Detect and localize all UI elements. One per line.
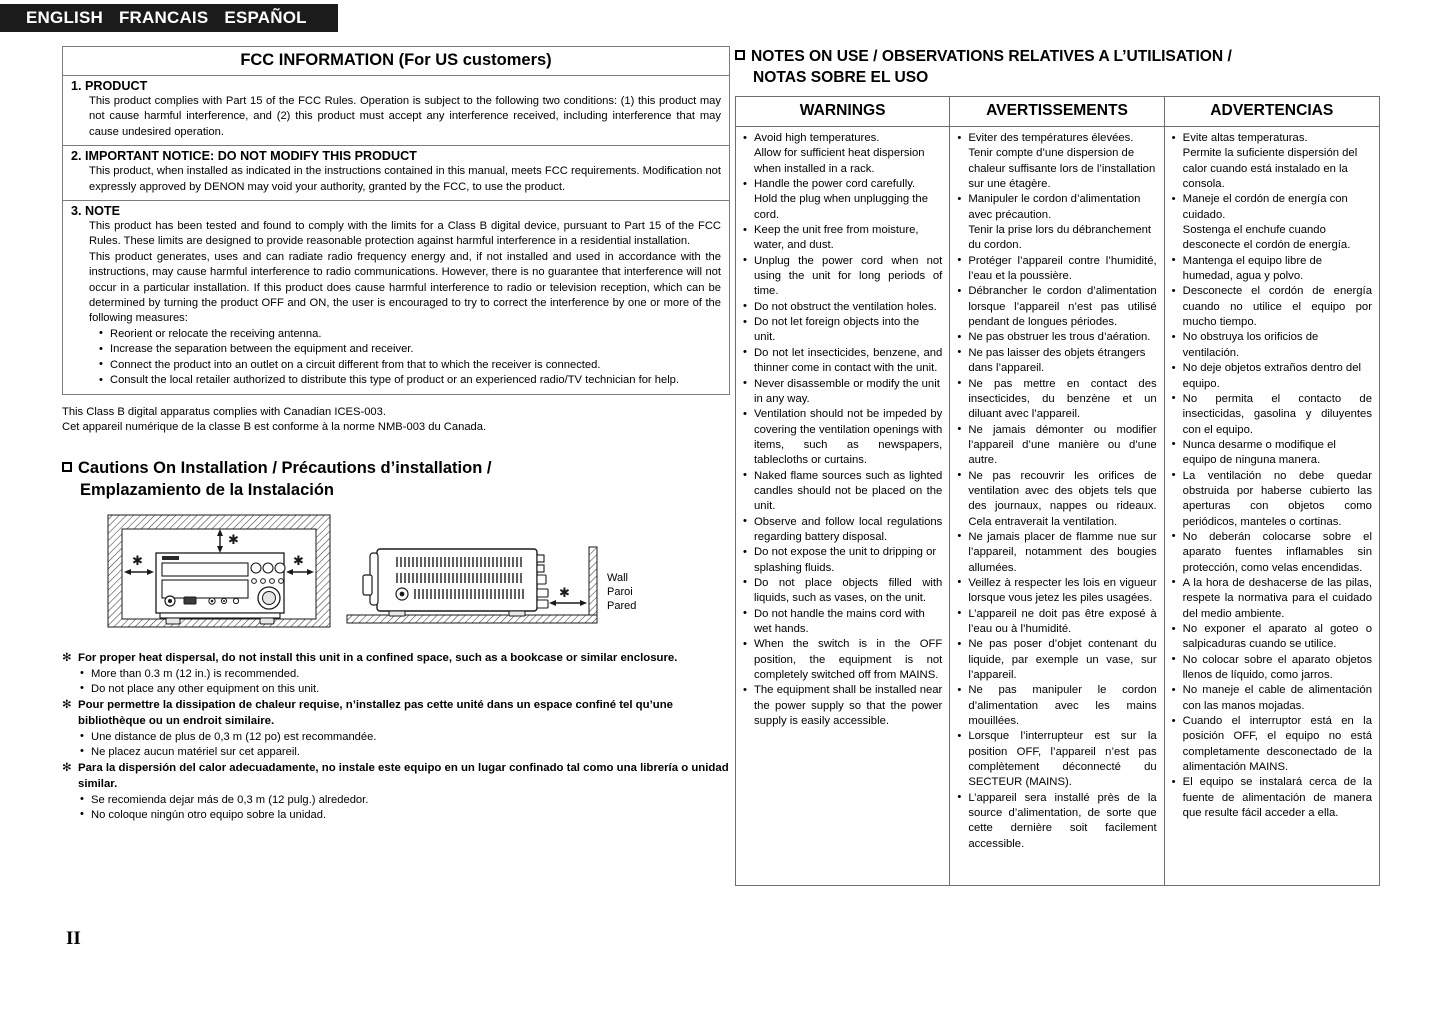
language-bar [0, 4, 338, 32]
list-item: • Une distance de plus de 0,3 m (12 po) est recommandée. [80, 730, 730, 745]
list-item: • L’appareil sera installé près de la source d’alimentation, de sorte que cette dernière soit facilement accessible. [957, 791, 1156, 852]
list-item: • Connect the product into an outlet on a circuit different from that to which the receiver is connected. [99, 358, 721, 373]
language-english: ENGLISH [26, 8, 103, 27]
list-item: • No deberán colocarse sobre el aparato fuentes inflamables sin protección, como velas encendidas. [1172, 530, 1372, 576]
list-item: • Ne placez aucun matériel sur cet appareil. [80, 745, 730, 760]
list-item: • No maneje el cable de alimentación con las manos mojadas. [1172, 683, 1372, 714]
cautions-heading-line2: Emplazamiento de la Instalación [80, 480, 334, 499]
language-espanol: ESPAÑOL [224, 8, 307, 27]
list-item: • Observe and follow local regulations regarding battery disposal. [743, 515, 942, 546]
fcc-section [63, 76, 729, 146]
svg-text:✱: ✱ [132, 552, 143, 568]
notes-column-header: ADVERTENCIAS [1165, 97, 1379, 127]
svg-text:✱: ✱ [559, 584, 570, 600]
notes-column [1165, 97, 1379, 885]
list-item: • Do not expose the unit to dripping or splashing fluids. [743, 545, 942, 576]
list-item: • Do not let insecticides, benzene, and thinner come in contact with the unit. [743, 346, 942, 377]
front-view-diagram [104, 509, 334, 629]
fcc-section-paragraph: This product has been tested and found to comply with the limits for a Class B digital device, pursuant to Part 15 of the FCC Rules. These limits are designed to provide reasonable protection against harmful interference in a residential installation. [89, 220, 721, 248]
fcc-section-heading: 3. NOTE [71, 204, 120, 219]
list-item: • No deje objetos extraños dentro del equipo. [1172, 361, 1372, 392]
language-francais: FRANCAIS [118, 8, 209, 27]
fcc-section-paragraph: This product complies with Part 15 of the FCC Rules. Operation is subject to the following two conditions: (1) this product may not cause harmful interference, and (2) this product must accept any interference received, including interference that may cause undesired operation. [89, 95, 721, 138]
list-item: • Ne jamais placer de flamme nue sur l’appareil, notamment des bougies allumées. [957, 530, 1156, 576]
fcc-section [63, 201, 729, 393]
list-item: • When the switch is in the OFF position, the equipment is not completely switched off from MAINS. [743, 637, 942, 683]
list-item: • Do not handle the mains cord with wet hands. [743, 607, 942, 638]
star-note-sublist [80, 730, 730, 761]
list-item: • Do not place any other equipment on this unit. [80, 682, 730, 697]
installation-star-notes [62, 651, 730, 823]
wall-label-fr: Paroi [607, 585, 633, 598]
list-item: • Do not obstruct the ventilation holes. [743, 300, 942, 315]
fcc-section-heading: 1. PRODUCT [71, 79, 148, 93]
star-note-sublist [80, 667, 730, 698]
list-item-line: Allow for sufficient heat dispersion when installed in a rack. [754, 147, 925, 175]
list-item: • Ne pas mettre en contact des insecticides, du benzène et un diluant avec l’appareil. [957, 377, 1156, 423]
fcc-bullet-list [99, 327, 721, 389]
right-column [735, 46, 1380, 886]
page-number: II [66, 928, 81, 949]
star-note-sublist [80, 793, 730, 824]
list-item: • No colocar sobre el aparato objetos llenos de líquido, como jarros. [1172, 653, 1372, 684]
list-item: • Protéger l’appareil contre l’humidité, l’eau et la poussière. [957, 254, 1156, 285]
notes-column-header: WARNINGS [736, 97, 949, 127]
list-item-line: Manipuler le cordon d’alimentation avec précaution. [968, 193, 1141, 221]
cautions-heading [62, 457, 730, 501]
star-note: ✻ For proper heat dispersal, do not install this unit in a confined space, such as a bookcase or similar enclosure. [62, 651, 730, 667]
fcc-sections [63, 76, 729, 394]
list-item [743, 131, 942, 177]
list-item: • Mantenga el equipo libre de humedad, agua y polvo. [1172, 254, 1372, 285]
list-item: • Unplug the power cord when not using the unit for long periods of time. [743, 254, 942, 300]
list-item: • No permita el contacto de insecticidas, gasolina y diluyentes con el equipo. [1172, 392, 1372, 438]
list-item: • Se recomienda dejar más de 0,3 m (12 pulg.) alrededor. [80, 793, 730, 808]
list-item: • A la hora de deshacerse de las pilas, respete la normativa para el cuidado del medio ambiente. [1172, 576, 1372, 622]
list-item [1172, 192, 1372, 253]
list-item: • Débrancher le cordon d’alimentation lorsque l’appareil n’est pas utilisé pendant de longues périodes. [957, 284, 1156, 330]
fcc-section-paragraph: This product generates, uses and can radiate radio frequency energy and, if not installed and used in accordance with the instructions, may cause harmful interference to radio communications. However, there is no guarantee that interference will not occur in a particular installation. If this product does cause harmful interference to radio or television reception, which can be determined by turning the product OFF and ON, the user is encouraged to try to correct the interference by one or more of the following measures: [89, 250, 721, 325]
list-item: • Ne pas manipuler le cordon d’alimentation avec les mains mouillées. [957, 683, 1156, 729]
list-item: • Ne jamais démonter ou modifier l’appareil d’une manière ou d’une autre. [957, 423, 1156, 469]
svg-text:✱: ✱ [228, 531, 239, 547]
ices-french: Cet appareil numérique de la classe B est conforme à la norme NMB-003 du Canada. [62, 420, 487, 433]
list-item: • Ne pas poser d’objet contenant du liquide, par exemple un vase, sur l’appareil. [957, 637, 1156, 683]
notes-column-header: AVERTISSEMENTS [950, 97, 1163, 127]
square-bullet-icon [735, 50, 745, 60]
wall-label-en: Wall [607, 571, 628, 584]
list-item [957, 192, 1156, 253]
list-item: • More than 0.3 m (12 in.) is recommended. [80, 667, 730, 682]
fcc-section-paragraph: This product, when installed as indicated in the instructions contained in this manual, meets FCC requirements. Modification not expressly approved by DENON may void your authority, granted by the FCC, to use the product. [89, 165, 721, 193]
svg-text:✱: ✱ [293, 552, 304, 568]
list-item: • Cuando el interruptor está en la posición OFF, el equipo no está completamente desconectado de la alimentación MAINS. [1172, 714, 1372, 775]
list-item: • Keep the unit free from moisture, water, and dust. [743, 223, 942, 254]
list-item: • Desconecte el cordón de energía cuando no utilice el equipo por mucho tiempo. [1172, 284, 1372, 330]
fcc-section [63, 146, 729, 201]
list-item: • Never disassemble or modify the unit in any way. [743, 377, 942, 408]
list-item [743, 177, 942, 223]
list-item-line: Sostenga el enchufe cuando desconecte el cordón de energía. [1182, 224, 1351, 252]
list-item: • L’appareil ne doit pas être exposé à l’eau ou à l’humidité. [957, 607, 1156, 638]
list-item: • Increase the separation between the equipment and receiver. [99, 342, 721, 357]
star-note: ✻ Pour permettre la dissipation de chaleur requise, n’installez pas cette unité dans un espace confiné tel qu’une bibliothèque ou un endroit similaire. [62, 698, 730, 729]
side-view-diagram [337, 517, 627, 629]
list-item: • La ventilación no debe quedar obstruida por haberse cubierto las aperturas con objetos como periódicos, manteles o cortinas. [1172, 469, 1372, 530]
list-item: • Ventilation should not be impeded by covering the ventilation openings with items, such as newspapers, tablecloths or curtains. [743, 407, 942, 468]
star-note: ✻ Para la dispersión del calor adecuadamente, no instale este equipo en un lugar confinado tal como una librería o unidad similar. [62, 761, 730, 792]
wall-label-es: Pared [607, 599, 637, 612]
list-item: • The equipment shall be installed near the power supply so that the power supply is easily accessible. [743, 683, 942, 729]
list-item-line: Permite la suficiente dispersión del calor cuando está instalado en la consola. [1182, 147, 1358, 191]
list-item-line: Tenir la prise lors du débranchement du cordon. [968, 224, 1152, 252]
list-item: • Ne pas recouvrir les orifices de ventilation avec des objets tels que des journaux, nappes ou rideaux. Cela entraverait la ventilation. [957, 469, 1156, 530]
list-item: • Do not place objects filled with liquids, such as vases, on the unit. [743, 576, 942, 607]
list-item-line: Maneje el cordón de energía con cuidado. [1182, 193, 1348, 221]
installation-diagrams [62, 509, 730, 639]
notes-on-use-heading [735, 46, 1380, 88]
list-item-line: Tenir compte d’une dispersion de chaleur suffisante lors de l’installation sur une étagère. [968, 147, 1156, 191]
cautions-heading-line1: Cautions On Installation / Précautions d’installation / [78, 458, 492, 477]
notes-list [736, 127, 949, 885]
notes-list [1165, 127, 1379, 885]
list-item: • No obstruya los orificios de ventilación. [1172, 330, 1372, 361]
notes-column [736, 97, 950, 885]
fcc-information-box [62, 46, 730, 395]
list-item: • Naked flame sources such as lighted candles should not be placed on the unit. [743, 469, 942, 515]
list-item: • Veillez à respecter les lois en vigueur lorsque vous jetez les piles usagées. [957, 576, 1156, 607]
fcc-section-heading: 2. IMPORTANT NOTICE: DO NOT MODIFY THIS PRODUCT [71, 149, 417, 164]
notes-heading-line2: NOTAS SOBRE EL USO [753, 69, 929, 86]
left-column [62, 46, 730, 823]
list-item: • Nunca desarme o modifique el equipo de ninguna manera. [1172, 438, 1372, 469]
list-item: • Ne pas obstruer les trous d’aération. [957, 330, 1156, 345]
ices-statement [62, 405, 730, 435]
list-item: • Lorsque l’interrupteur est sur la position OFF, l’appareil n’est pas complètement déconnecté du SECTEUR (MAINS). [957, 729, 1156, 790]
notes-heading-line1: NOTES ON USE / OBSERVATIONS RELATIVES A L’UTILISATION / [751, 48, 1232, 65]
list-item-line: Avoid high temperatures. [754, 132, 880, 144]
list-item [957, 131, 1156, 192]
notes-on-use-table [735, 96, 1380, 886]
list-item: • Consult the local retailer authorized to distribute this type of product or an experienced radio/TV technician for help. [99, 373, 721, 388]
list-item-line: Evite altas temperaturas. [1182, 132, 1308, 144]
ices-english: This Class B digital apparatus complies with Canadian ICES-003. [62, 405, 386, 418]
list-item-line: Hold the plug when unplugging the cord. [754, 193, 928, 221]
list-item: • No exponer el aparato al goteo o salpicaduras cuando se utilice. [1172, 622, 1372, 653]
list-item-line: Handle the power cord carefully. [754, 178, 916, 191]
list-item [1172, 131, 1372, 192]
list-item: • No coloque ningún otro equipo sobre la unidad. [80, 808, 730, 823]
list-item: • El equipo se instalará cerca de la fuente de alimentación de manera que resulte fácil acceder a ella. [1172, 775, 1372, 821]
fcc-title: FCC INFORMATION (For US customers) [63, 47, 729, 76]
notes-column [950, 97, 1164, 885]
list-item: • Ne pas laisser des objets étrangers dans l’appareil. [957, 346, 1156, 377]
square-bullet-icon [62, 462, 72, 472]
list-item: • Reorient or relocate the receiving antenna. [99, 327, 721, 342]
list-item-line: Eviter des températures élevées. [968, 132, 1134, 144]
wall-labels [607, 571, 636, 613]
list-item: • Do not let foreign objects into the unit. [743, 315, 942, 346]
notes-list [950, 127, 1163, 885]
